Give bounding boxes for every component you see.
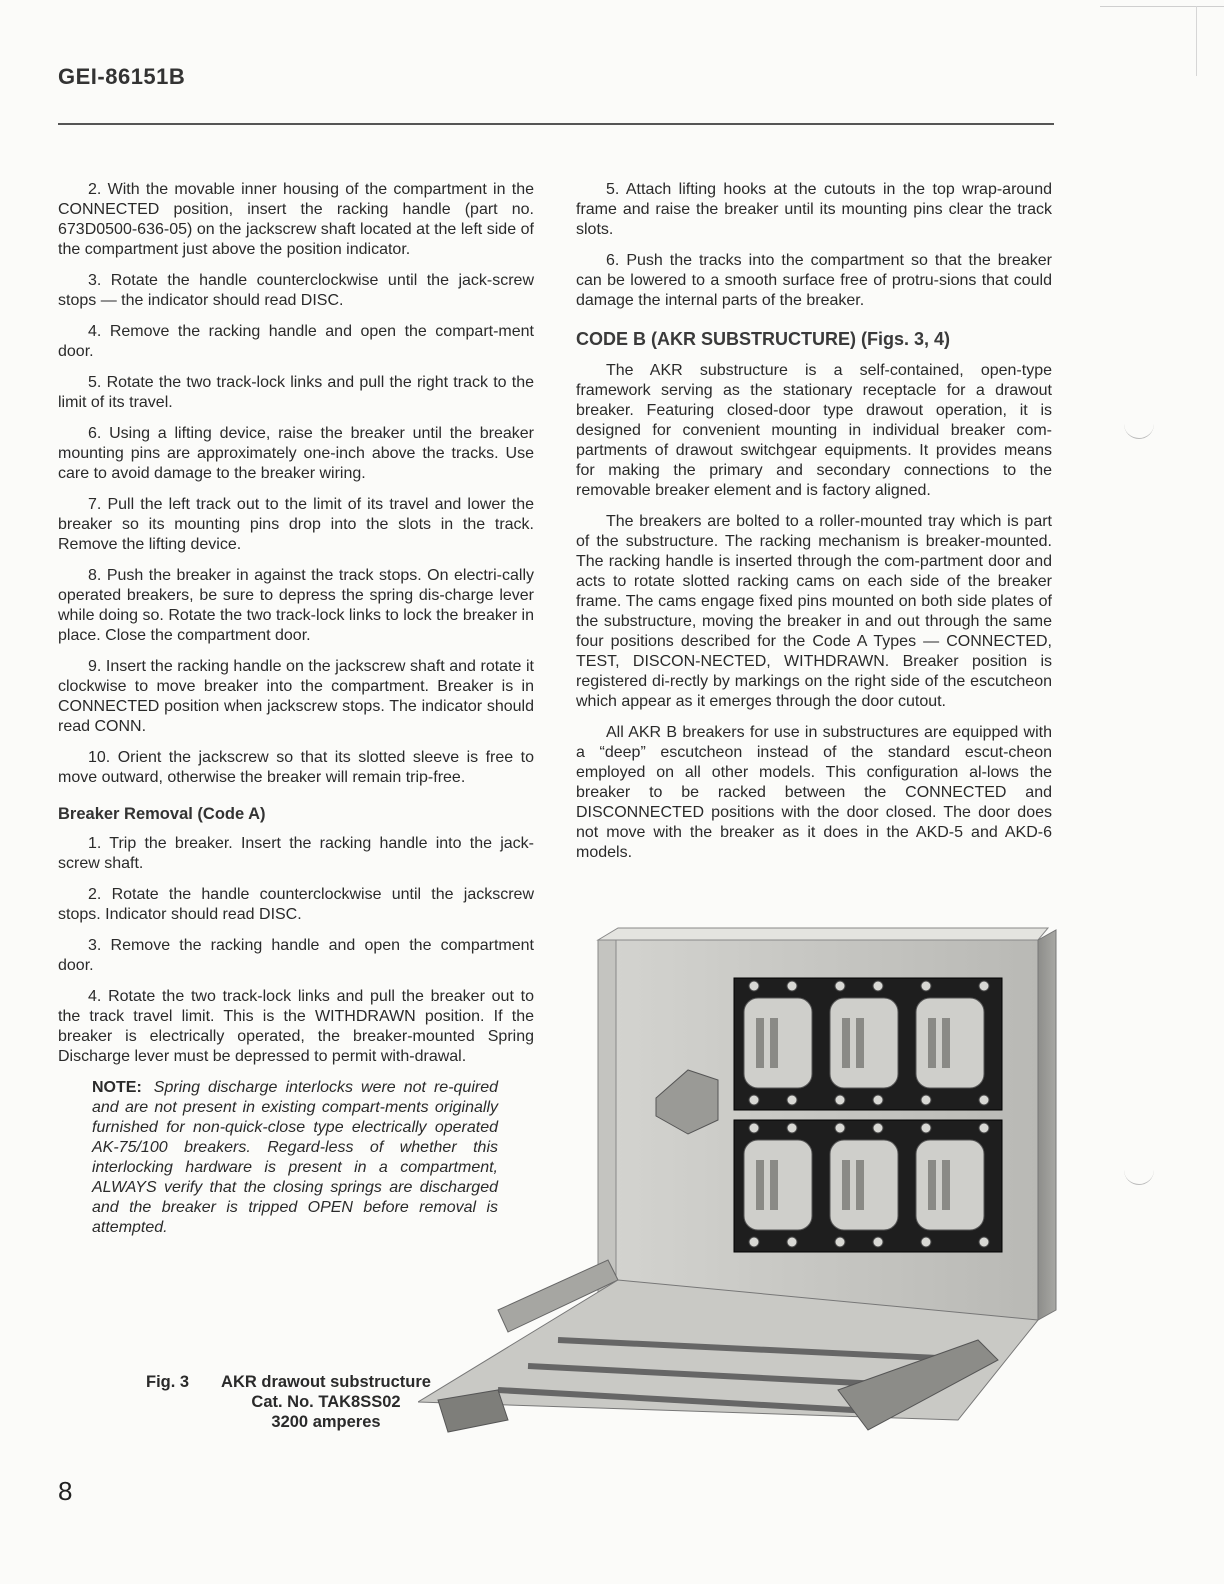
figure-cat-no: Cat. No. TAK8SS02	[251, 1393, 401, 1411]
right-column	[576, 180, 1052, 874]
procedure-step: 7. Pull the left track out to the limit of its travel and lower the breaker so its mounting pins drop into the slots in the track. Remove the lifting device.	[58, 496, 534, 553]
page-number: 8	[58, 1476, 73, 1506]
figure-number: Fig. 3	[146, 1373, 190, 1391]
scan-margin-mark	[1124, 418, 1154, 439]
header-rule	[58, 123, 1054, 125]
scan-margin-mark	[1124, 1164, 1154, 1185]
figure-title: AKR drawout substructure	[221, 1373, 431, 1391]
note-text: Spring discharge interlocks were not re-quired and are not present in existing compart-ments originally furnished for non-quick-close type electrically operated AK-75/100 breakers. Regard-less of whether this interlocking hardware is present in a compartment, ALWAYS verify that the closing springs are discharged and the breaker is tripped OPEN before removal is attempted.	[92, 1079, 498, 1236]
procedure-step: 3. Rotate the handle counterclockwise until the jack-screw stops — the indicator should read DISC.	[58, 272, 534, 309]
document-id: GEI-86151B	[58, 64, 186, 89]
procedure-step: 4. Rotate the two track-lock links and pull the breaker out to the track travel limit. This is the WITHDRAWN position. If the breaker is electrically operated, the breaker-mounted Spring Discharge lever must be depressed to permit with-drawal.	[58, 988, 534, 1065]
body-paragraph: The AKR substructure is a self-contained, open-type framework serving as the stationary receptacle for a drawout breaker. Featuring closed-door type drawout operation, it is designed for convenient mounting in individual breaker com-partments of drawout switchgear equipments. It provides means for making the primary and secondary connections to the removable breaker element and is factory aligned.	[576, 362, 1052, 499]
scan-edge-line-vertical	[1196, 6, 1197, 76]
housing-right-side	[1038, 930, 1056, 1320]
procedure-step: 5. Rotate the two track-lock links and pull the right track to the limit of its travel.	[58, 374, 534, 411]
upper-disconnect-fingers	[744, 998, 984, 1088]
body-paragraph: The breakers are bolted to a roller-mounted tray which is part of the substructure. The racking mechanism is breaker-mounted. The racking handle is inserted through the com-partment door and acts to rotate slotted racking cams on each side of the breaker frame. The cams engage fixed pins mounted on both side plates of the substructure, moving the breaker in and out through the same four positions described for the Code A Types — CONNECTED, TEST, DISCON-NECTED, WITHDRAWN. Breaker position is registered di-rectly by markings on the right side of the escutcheon which appear as it emerges through the door cutout.	[576, 513, 1052, 710]
procedure-step: 4. Remove the racking handle and open the compart-ment door.	[58, 323, 534, 360]
procedure-step: 2. With the movable inner housing of the compartment in the CONNECTED position, insert the racking handle (part no. 673D0500-636-05) on the jackscrew shaft located at the left side of the compartment just above the position indicator.	[58, 181, 534, 258]
body-paragraph: All AKR B breakers for use in substructures are equipped with a “deep” escutcheon instead of the standard escut-cheon employed on all other models. This configuration al-lows the breaker to be racked between the CONNECTED and DISCONNECTED positions with the door closed. The door does not move with the breaker as it does in the AKD-5 and AKD-6 models.	[576, 724, 1052, 861]
section-heading-code-b: CODE B (AKR SUBSTRUCTURE) (Figs. 3, 4)	[576, 329, 951, 349]
figure-photo	[418, 920, 1058, 1460]
note-label: NOTE:	[92, 1079, 142, 1096]
procedure-step: 3. Remove the racking handle and open the compartment door.	[58, 937, 534, 974]
procedure-step: 1. Trip the breaker. Insert the racking handle into the jack-screw shaft.	[58, 835, 534, 872]
figure-caption	[146, 1372, 446, 1432]
procedure-step: 5. Attach lifting hooks at the cutouts in the top wrap-around frame and raise the breaker until its mounting pins clear the track slots.	[576, 181, 1052, 238]
section-heading-breaker-removal: Breaker Removal (Code A)	[58, 805, 266, 823]
procedure-step: 9. Insert the racking handle on the jackscrew shaft and rotate it clockwise to move breaker into the compartment. Breaker is in CONNECTED position when jackscrew stops. The indicator should read CONN.	[58, 658, 534, 735]
procedure-step: 2. Rotate the handle counterclockwise until the jackscrew stops. Indicator should read DISC.	[58, 886, 534, 923]
housing-top-frame	[598, 928, 1048, 940]
procedure-step: 10. Orient the jackscrew so that its slotted sleeve is free to move outward, otherwise the breaker will remain trip-free.	[58, 749, 534, 786]
lower-disconnect-fingers	[744, 1140, 984, 1230]
scan-edge-line	[1100, 6, 1224, 7]
procedure-step: 8. Push the breaker in against the track stops. On electri-cally operated breakers, be sure to depress the spring dis-charge lever while doing so. Rotate the two track-lock links to lock the breaker in place. Close the compartment door.	[58, 567, 534, 644]
procedure-step: 6. Using a lifting device, raise the breaker until the breaker mounting pins are approximately one-inch above the tracks. Use care to avoid damage to the breaker wiring.	[58, 425, 534, 482]
figure-rating: 3200 amperes	[271, 1413, 381, 1431]
procedure-step: 6. Push the tracks into the compartment so that the breaker can be lowered to a smooth surface free of protru-sions that could damage the internal parts of the breaker.	[576, 252, 1052, 309]
